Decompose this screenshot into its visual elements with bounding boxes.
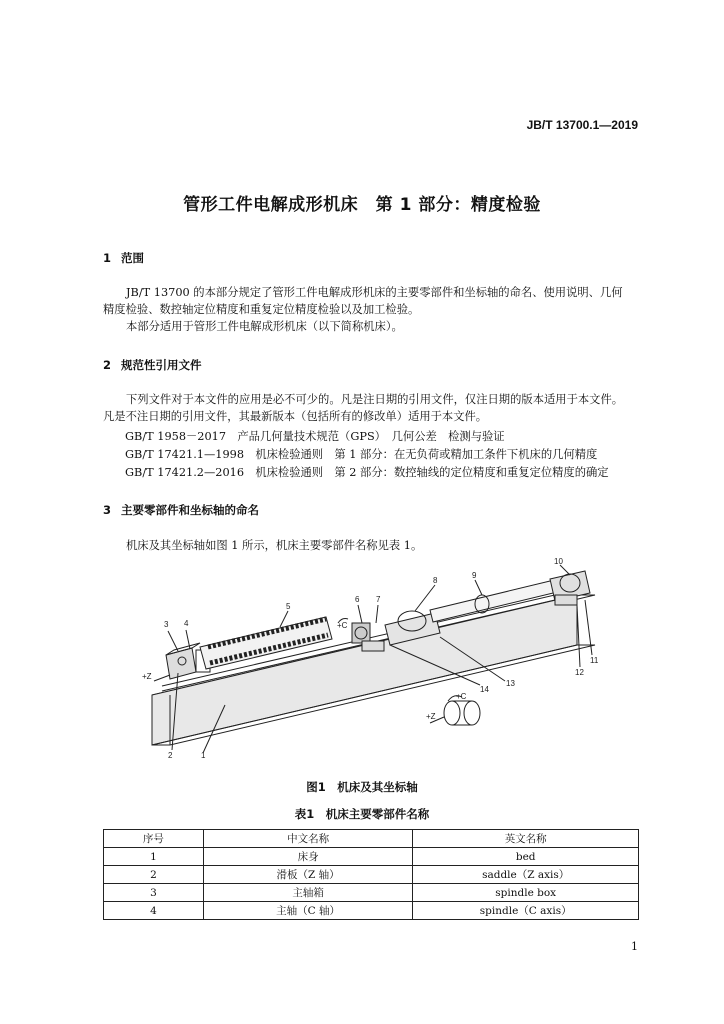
table-row xyxy=(104,902,639,920)
part-number: 11 xyxy=(590,656,599,665)
table-cell: saddle（Z axis） xyxy=(413,866,639,884)
part-number: 4 xyxy=(184,619,189,628)
table-cell: 滑板（Z 轴） xyxy=(203,866,413,884)
figure-caption: 图1 机床及其坐标轴 xyxy=(306,780,418,794)
part-number: 7 xyxy=(376,595,381,604)
table-cell: 4 xyxy=(104,902,204,920)
section-number: 2 xyxy=(103,358,112,372)
table-cell: bed xyxy=(413,848,639,866)
table-row xyxy=(104,866,639,884)
part-number: 13 xyxy=(506,679,515,688)
section-2-heading xyxy=(103,357,202,373)
part-number: 10 xyxy=(554,557,563,566)
section-3-heading xyxy=(103,502,259,518)
parts-table xyxy=(103,829,639,920)
table-header-row xyxy=(104,830,639,848)
table-cell: 3 xyxy=(104,884,204,902)
table-cell: 主轴箱 xyxy=(203,884,413,902)
document-title: 管形工件电解成形机床 第 1 部分：精度检验 xyxy=(183,195,541,215)
section-number: 1 xyxy=(103,251,112,265)
table-row xyxy=(104,848,639,866)
table-cell: spindle（C axis） xyxy=(413,902,639,920)
section-1-heading xyxy=(103,250,144,266)
bed-side xyxy=(152,595,577,745)
axis-label-z: +Z xyxy=(426,712,436,721)
normative-reference: GB/T 17421.2—2016 机床检验通则 第 2 部分：数控轴线的定位精度和重复定位精度的确定 xyxy=(125,466,609,479)
table-cell: 主轴（C 轴） xyxy=(203,902,413,920)
part-number: 1 xyxy=(201,751,206,760)
section-number: 3 xyxy=(103,503,112,517)
table-cell: spindle box xyxy=(413,884,639,902)
normative-reference: GB/T 1958－2017 产品几何量技术规范（GPS） 几何公差 检测与验证 xyxy=(125,430,505,443)
table-cell: 床身 xyxy=(203,848,413,866)
axis-cylinder xyxy=(444,701,460,725)
section-title: 主要零部件和坐标轴的命名 xyxy=(121,503,259,517)
section-2-paragraph xyxy=(103,391,640,425)
axis-label-z: +Z xyxy=(142,672,152,681)
page-number: 1 xyxy=(631,940,638,953)
axis-label-c: +C xyxy=(337,621,348,630)
table-caption: 表1 机床主要零部件名称 xyxy=(294,807,430,821)
machine-figure xyxy=(130,555,610,770)
normative-reference: GB/T 17421.1—1998 机床检验通则 第 1 部分：在无负荷或精加工条件下机床的几何精度 xyxy=(125,448,598,461)
part-number: 6 xyxy=(355,595,360,604)
section-title: 范围 xyxy=(121,251,144,265)
axis-label-c: +C xyxy=(456,692,467,701)
part-number: 9 xyxy=(472,571,477,580)
part-number: 5 xyxy=(286,602,291,611)
column-header: 中文名称 xyxy=(203,830,413,848)
part-number: 3 xyxy=(164,620,169,629)
text-line: 机床及其坐标轴如图 1 所示，机床主要零部件名称见表 1。 xyxy=(126,539,423,552)
column-header: 英文名称 xyxy=(413,830,639,848)
part-number: 8 xyxy=(433,576,438,585)
part-number: 2 xyxy=(168,751,173,760)
text-line: 凡是不注日期的引用文件，其最新版本（包括所有的修改单）适用于本文件。 xyxy=(103,410,488,423)
part-number: 12 xyxy=(575,668,584,677)
table-cell: 2 xyxy=(104,866,204,884)
text-line: 精度检验、数控轴定位精度和重复定位精度检验以及加工检验。 xyxy=(103,303,420,316)
section-1-paragraph xyxy=(103,284,640,335)
text-line: 下列文件对于本文件的应用是必不可少的。凡是注日期的引用文件，仅注日期的版本适用于本文件。 xyxy=(126,393,624,406)
table-row xyxy=(104,884,639,902)
standard-number: JB/T 13700.1—2019 xyxy=(526,118,638,132)
section-3-paragraph xyxy=(103,537,640,554)
column-header: 序号 xyxy=(104,830,204,848)
section-title: 规范性引用文件 xyxy=(121,358,202,372)
text-line: JB/T 13700 的本部分规定了管形工件电解成形机床的主要零部件和坐标轴的命名、使用说明、几何 xyxy=(126,286,623,299)
text-line: 本部分适用于管形工件电解成形机床（以下简称机床）。 xyxy=(126,320,403,333)
table-cell: 1 xyxy=(104,848,204,866)
part-number: 14 xyxy=(480,685,489,694)
